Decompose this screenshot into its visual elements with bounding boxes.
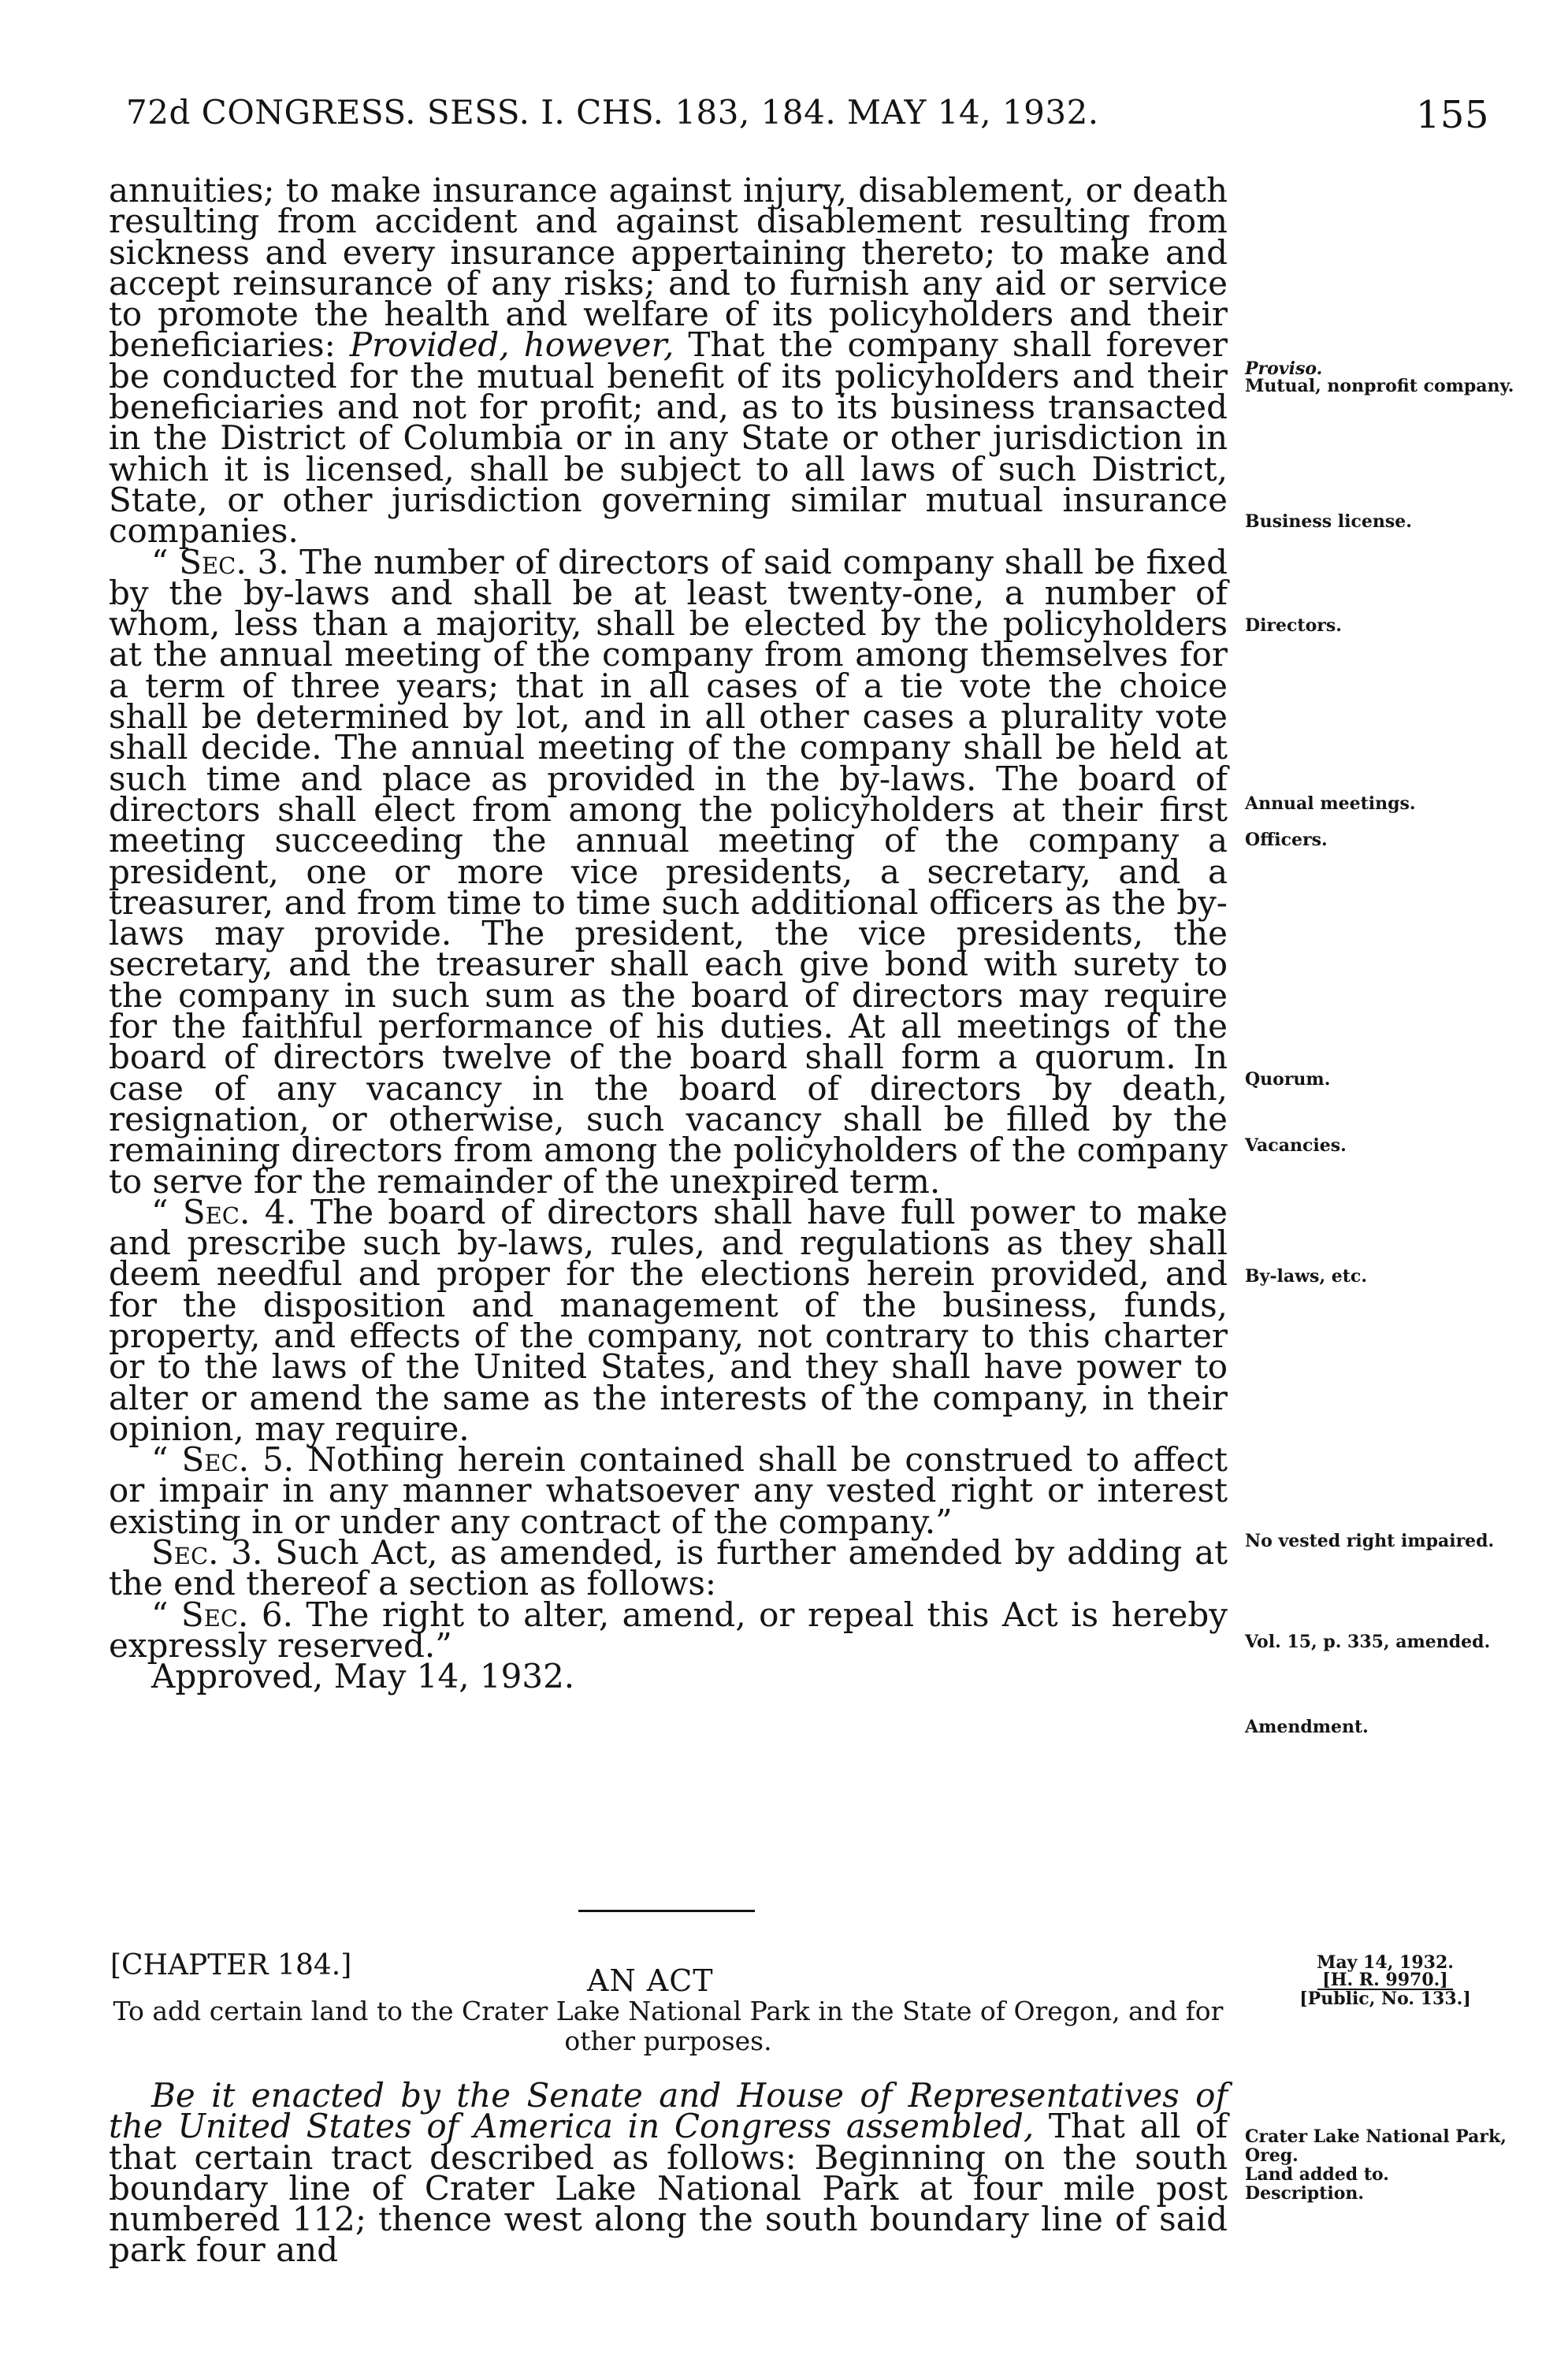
section-6-paragraph: “ Sec. 6. The right to alter, amend, or repeal this Act is hereby expressly reserved.” — [109, 1595, 1228, 1665]
margin-note-business-license: Business license. — [1245, 511, 1412, 532]
provided-however: Provided, however, — [349, 325, 674, 365]
approved-line: Approved, May 14, 1932. — [151, 1657, 575, 1696]
enactment-text — [109, 2076, 1228, 2270]
margin-note-vacancies: Vacancies. — [1245, 1135, 1347, 1156]
main-text — [109, 171, 1228, 1696]
running-title: 72d CONGRESS. SESS. I. CHS. 183, 184. MAY 14, 1932. — [126, 93, 1099, 132]
margin-note-quorum: Quorum. — [1245, 1069, 1331, 1090]
enactment-paragraph: Be it enacted by the Senate and House of Representatives of the United States of America in Congress assembled, That all of that certain tract described as follows: Beginning on the south boundary line of Crater Lake National Park at four mile post numbered 112; thence west along the south boundary line of said park four and — [109, 2076, 1228, 2270]
margin-note-crater-lake: Crater Lake National Park, Oreg. — [1245, 2126, 1507, 2166]
margin-note-proviso: Proviso. — [1245, 358, 1323, 379]
section-3-paragraph: “ Sec. 3. The number of directors of said company shall be fixed by the by-laws and shall be at least twenty-one, a number of whom, less than a majority, shall be elected by the policyholders at the annual meeting of the company from among themselves for a term of three years; that in all cases of a tie vote the choice shall be determined by lot, and in all other cases a plurality vote shall decide. The annual meeting of the company shall be held at such time and place as provided in the by-laws. The board of directors shall elect from among the policyholders at their first meeting succeeding the annual meeting of the company a president, one or more vice presidents, a secretary, and a treasurer, and from time to time such additional officers as the by-laws may provide. The president, the vice presidents, the secretary, and the treasurer shall each give bond with surety to the company in such sum as the board of directors may require for the faithful performance of his duties. At all meetings of the board of directors twelve of the board shall form a quorum. In case of any vacancy in the board of directors by death, resignation, or otherwise, such vacancy shall be filled by the remaining directors from among the policyholders of the company to serve for the remainder of the unexpired term. — [109, 542, 1228, 1201]
chapter-label: [CHAPTER 184.] — [110, 1949, 352, 1981]
bill-reference — [1250, 1954, 1521, 2007]
margin-note-directors: Directors. — [1245, 615, 1342, 636]
margin-note-vol-amended: Vol. 15, p. 335, amended. — [1245, 1632, 1491, 1652]
margin-note-officers: Officers. — [1245, 830, 1328, 850]
margin-note-amendment: Amendment. — [1245, 1717, 1369, 1737]
section-label: “ Sec. 4. — [151, 1192, 296, 1231]
page-number: 155 — [1415, 93, 1489, 137]
margin-note-mutual: Mutual, nonprofit company. — [1245, 376, 1514, 396]
margin-note-land-added: Land added to. — [1245, 2164, 1389, 2185]
section-label: “ Sec. 3. — [151, 542, 289, 581]
act-purpose: To add certain land to the Crater Lake National Park in the State of Oregon, and for other purposes. — [113, 1996, 1224, 2056]
bill-date: May 14, 1932. — [1317, 1952, 1454, 1973]
page-header — [126, 93, 1489, 140]
bill-number: [H. R. 9970.] — [1317, 1971, 1452, 1990]
paragraph-continuation: annuities; to make insurance against injury, disablement, or death resulting from accident and against disablement resulting from sickness and every insurance appertaining thereto; to make and accept reinsurance of any risks; and to furnish any aid or service to promote the health and welfare of its policyholders and their beneficiaries: Provided, however, That the company shall forever be conducted for the mutual benefit of its policyholders and their beneficiaries and not for profit; and, as to its business transacted in the District of Columbia or in any State or other jurisdiction in which it is licensed, shall be subject to all laws of such District, State, or other jurisdiction governing similar mutual insurance companies. — [109, 171, 1228, 551]
margin-note-bylaws: By-laws, etc. — [1245, 1266, 1367, 1287]
amendment-paragraph: Sec. 3. Such Act, as amended, is further amended by adding at the end thereof a section as follows: — [109, 1533, 1228, 1603]
enacting-clause: Be it enacted by the Senate and House of Representatives of the United States of America in Congress assembled, — [109, 2076, 1228, 2146]
public-law-number: [Public, No. 133.] — [1299, 1989, 1471, 2009]
section-divider — [578, 1910, 755, 1912]
section-5-paragraph: “ Sec. 5. Nothing herein contained shall be construed to affect or impair in any manner whatsoever any vested right or interest existing in or under any contract of the company.” — [109, 1440, 1228, 1541]
section-4-paragraph: “ Sec. 4. The board of directors shall have full power to make and prescribe such by-laws, rules, and regulations as they shall deem needful and proper for the elections herein provided, and for the disposition and management of the business, funds, property, and effects of the company, not contrary to this charter or to the laws of the United States, and they shall have power to alter or amend the same as the interests of the company, in their opinion, may require. — [109, 1192, 1228, 1448]
margin-note-annual-meetings: Annual meetings. — [1245, 793, 1416, 814]
section-label: “ Sec. 5. — [151, 1440, 295, 1480]
an-act-heading: AN ACT — [587, 1963, 714, 1998]
section-label: “ Sec. 6. — [151, 1595, 293, 1634]
margin-note-description: Description. — [1245, 2183, 1365, 2204]
margin-note-no-vested-right: No vested right impaired. — [1245, 1531, 1495, 1551]
section-label: Sec. 3. — [151, 1533, 263, 1573]
